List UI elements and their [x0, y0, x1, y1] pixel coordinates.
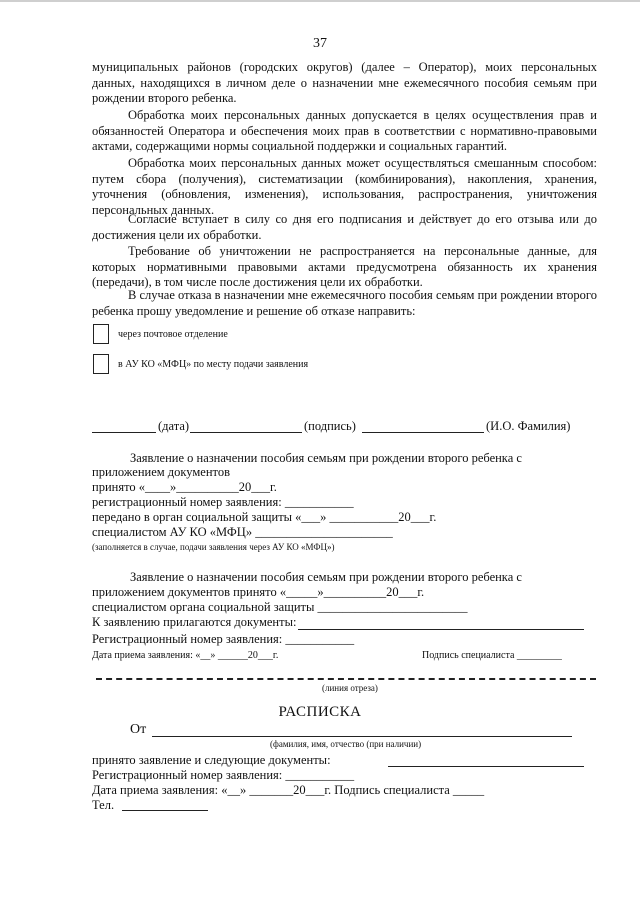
name-caption: (И.О. Фамилия) — [486, 419, 571, 433]
paragraph-processing-method: Обработка моих персональных данных может осуществляться смешанным способом: путем сбора (получения), систематизации (комбинирования), накопления, хранения, уточнения (обновления, изменения), использования, распространения, уничтожения персональных данных. — [92, 156, 597, 217]
name-underline — [362, 432, 484, 433]
receipt-documents-underline — [388, 766, 584, 767]
paragraph-operator: муниципальных районов (городских округов) (далее – Оператор), моих персональных данных, находящихся в личном деле о назначении мне ежемесячного пособия семьям при рождении второго ребенка. — [92, 60, 597, 105]
scan-top-edge — [0, 0, 640, 2]
mfc-label: в АУ КО «МФЦ» по месту подачи заявления — [118, 359, 309, 370]
mfc-accepted-date: принято «____»__________20___г. — [92, 480, 277, 494]
social-specialist-signature: Подпись специалиста _________ — [422, 650, 562, 661]
mfc-registration-number: регистрационный номер заявления: ___________ — [92, 495, 354, 509]
mfc-note: (заполняется в случае, подачи заявления через АУ КО «МФЦ») — [92, 542, 335, 552]
date-caption: (дата) — [158, 419, 190, 433]
signature-underline — [190, 432, 302, 433]
social-specialist: специалистом органа социальной защиты ________________________ — [92, 600, 468, 614]
attached-documents-label: К заявлению прилагаются документы: — [92, 615, 297, 629]
paragraph-destruction: Требование об уничтожении не распространяется на персональные данные, для которых нормативными правовыми актами предусмотрена обязанность их хранения (передачи), в том числе после достижения цели их обработки. — [92, 244, 597, 289]
mfc-application-docs: приложением документов — [92, 465, 230, 479]
attached-documents-underline — [298, 629, 584, 630]
receipt-date-signature: Дата приема заявления: «__» _______20___г. Подпись специалиста _____ — [92, 783, 485, 797]
receipt-fio-underline — [152, 736, 572, 737]
receipt-registration-number: Регистрационный номер заявления: ___________ — [92, 768, 355, 782]
paragraph-consent-validity: Согласие вступает в силу со дня его подписания и действует до его отзыва или до достижения цели их обработки. — [92, 212, 597, 242]
paragraph-purpose: Обработка моих персональных данных допускается в целях осуществления прав и обязанностей Оператора и обеспечения моих прав в соответствии с нормативно-правовыми актами, содержащими нормы социальной поддержки и социальных гарантий. — [92, 108, 597, 153]
mfc-transfer-date: передано в орган социальной защиты «___» ___________20___г. — [92, 510, 437, 524]
mfc-checkbox[interactable] — [93, 354, 109, 374]
social-registration-number: Регистрационный номер заявления: ___________ — [92, 632, 355, 646]
paragraph-refusal-notice: В случае отказа в назначении мне ежемесячного пособия семьям при рождении второго ребенка прошу уведомление и решение об отказе направить: — [92, 288, 597, 318]
receipt-from-label: От — [130, 722, 147, 737]
date-underline — [92, 432, 156, 433]
receipt-title: РАСПИСКА — [278, 704, 362, 720]
receipt-documents-line: принято заявление и следующие документы: — [92, 753, 331, 767]
receipt-phone-underline — [122, 810, 208, 811]
social-acceptance-date: Дата приема заявления: «__» ______20___г. — [92, 650, 279, 661]
signature-caption: (подпись) — [304, 419, 356, 433]
post-office-checkbox[interactable] — [93, 324, 109, 344]
mfc-specialist: специалистом АУ КО «МФЦ» ______________________ — [92, 525, 393, 539]
post-office-label: через почтовое отделение — [118, 329, 228, 340]
social-accepted-date: приложением документов принято «_____»__________20___г. — [92, 585, 425, 599]
mfc-application-heading: Заявление о назначении пособия семьям при рождении второго ребенка с — [130, 451, 522, 465]
social-application-heading: Заявление о назначении пособия семьям при рождении второго ребенка с — [130, 570, 522, 584]
receipt-fio-caption: (фамилия, имя, отчество (при наличии) — [270, 739, 422, 749]
page-number: 37 — [313, 36, 327, 51]
cut-line — [96, 678, 596, 680]
receipt-phone-label: Тел. — [92, 798, 115, 812]
cut-line-label: (линия отреза) — [322, 683, 378, 693]
